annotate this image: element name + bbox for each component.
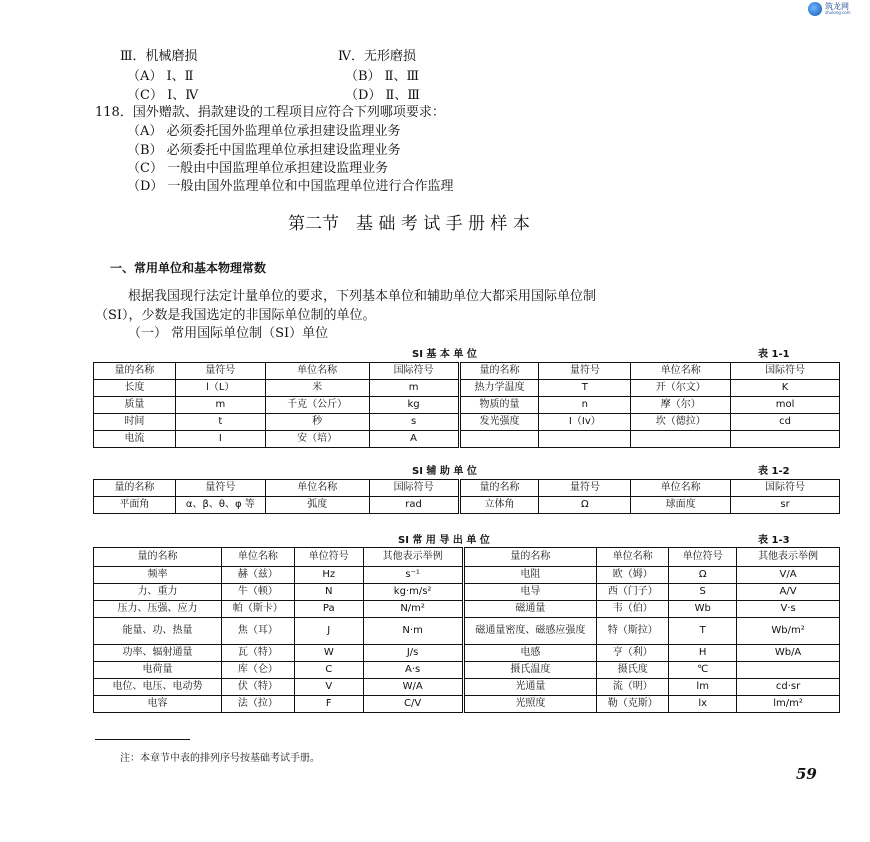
si-units-heading: （一） 常用国际单位制（SI）单位 <box>128 326 329 341</box>
table-cell: J <box>294 618 363 645</box>
table-cell: 电感 <box>463 645 597 662</box>
column-header: 单位名称 <box>631 480 731 497</box>
subsection-heading: 一、常用单位和基本物理常数 <box>110 261 267 275</box>
table-cell: lm/m² <box>737 696 840 713</box>
table-cell: 勒（克斯） <box>597 696 669 713</box>
table-cell: A/V <box>737 584 840 601</box>
section-title: 第二节 基 础 考 试 手 册 样 本 <box>288 214 530 234</box>
table-cell: W <box>294 645 363 662</box>
option-iii: Ⅲ．机械磨损 <box>120 49 198 64</box>
table-cell: Wb/A <box>737 645 840 662</box>
table-cell: 电位、电压、电动势 <box>94 679 222 696</box>
table-cell: 赫（兹） <box>221 567 294 584</box>
logo-name: 筑龙网 <box>825 2 849 11</box>
zhulong-logo <box>808 0 868 20</box>
column-header: 单位符号 <box>669 548 737 567</box>
table-cell: 光照度 <box>463 696 597 713</box>
table-cell: s⁻¹ <box>363 567 463 584</box>
column-header: 量符号 <box>175 363 265 380</box>
table-row <box>94 497 840 514</box>
table-cell: 频率 <box>94 567 222 584</box>
table-cell: 西（门子） <box>597 584 669 601</box>
table-row <box>94 696 840 713</box>
table-cell: 时间 <box>94 414 176 431</box>
table2-header-row <box>94 480 840 497</box>
table-row <box>94 618 840 645</box>
si-supplementary-units-table <box>93 479 840 514</box>
table-cell: H <box>669 645 737 662</box>
table-cell: 力、重力 <box>94 584 222 601</box>
column-header: 其他表示举例 <box>363 548 463 567</box>
table-cell: A·s <box>363 662 463 679</box>
table-cell: cd <box>731 414 840 431</box>
option-b: （B） Ⅱ、Ⅲ <box>345 69 420 84</box>
table-cell: Wb <box>669 601 737 618</box>
table-cell: A <box>369 431 459 448</box>
intro-paragraph-line2: （SI），少数是我国选定的非国际单位制的单位。 <box>95 308 376 323</box>
logo-globe-icon <box>808 2 822 16</box>
q118-option-a: （A） 必须委托国外监理单位承担建设监理业务 <box>127 124 401 139</box>
table-cell: V·s <box>737 601 840 618</box>
table-cell: mol <box>731 397 840 414</box>
table-cell: V <box>294 679 363 696</box>
table-cell: F <box>294 696 363 713</box>
table-cell: 帕（斯卡） <box>221 601 294 618</box>
table3-label: 表 1-3 <box>758 535 790 546</box>
table-row <box>94 645 840 662</box>
table-cell: Hz <box>294 567 363 584</box>
table-cell: 平面角 <box>94 497 176 514</box>
q118-option-b: （B） 必须委托中国监理单位承担建设监理业务 <box>127 143 401 158</box>
table-cell: lx <box>669 696 737 713</box>
table-cell: 摄氏度 <box>597 662 669 679</box>
column-header: 单位名称 <box>265 480 369 497</box>
table-cell: m <box>369 380 459 397</box>
intro-paragraph-line1: 根据我国现行法定计量单位的要求，下列基本单位和辅助单位大都采用国际单位制 <box>128 289 597 304</box>
table-cell: I（Iv） <box>539 414 631 431</box>
table3-title: SI 常 用 导 出 单 位 <box>398 535 490 546</box>
table-row <box>94 679 840 696</box>
table-cell: 磁通量密度、磁感应强度 <box>463 618 597 645</box>
column-header: 量的名称 <box>94 363 176 380</box>
column-header: 其他表示举例 <box>737 548 840 567</box>
table-cell: 摩（尔） <box>631 397 731 414</box>
table-cell: J/s <box>363 645 463 662</box>
page-number: 59 <box>796 765 817 783</box>
table-cell: Ω <box>669 567 737 584</box>
table1-label: 表 1-1 <box>758 349 790 360</box>
table-cell: 物质的量 <box>459 397 539 414</box>
table-cell: 千克（公斤） <box>265 397 369 414</box>
table-cell: kg <box>369 397 459 414</box>
table-cell: T <box>669 618 737 645</box>
table-row <box>94 584 840 601</box>
table-cell: 电容 <box>94 696 222 713</box>
column-header: 量的名称 <box>459 363 539 380</box>
q118-option-c: （C） 一般由中国监理单位承担建设监理业务 <box>127 161 389 176</box>
table-cell: t <box>175 414 265 431</box>
column-header: 国际符号 <box>731 363 840 380</box>
table-cell: N <box>294 584 363 601</box>
table-row <box>94 601 840 618</box>
table-cell: 电阻 <box>463 567 597 584</box>
table-cell <box>731 431 840 448</box>
column-header: 量符号 <box>539 480 631 497</box>
column-header: 量的名称 <box>94 480 176 497</box>
table-row <box>94 380 840 397</box>
table-cell: kg·m/s² <box>363 584 463 601</box>
table-cell: C <box>294 662 363 679</box>
table-cell: 光通量 <box>463 679 597 696</box>
table-cell: 焦（耳） <box>221 618 294 645</box>
option-c: （C） Ⅰ、Ⅳ <box>127 88 199 103</box>
table-cell: 发光强度 <box>459 414 539 431</box>
table-cell: C/V <box>363 696 463 713</box>
table-cell: 电导 <box>463 584 597 601</box>
table-cell: m <box>175 397 265 414</box>
table-cell: 法（拉） <box>221 696 294 713</box>
table-row <box>94 397 840 414</box>
table-cell: 亨（利） <box>597 645 669 662</box>
column-header: 量符号 <box>175 480 265 497</box>
table-cell: 电荷量 <box>94 662 222 679</box>
table1-title: SI 基 本 单 位 <box>412 349 477 360</box>
table-cell: 流（明） <box>597 679 669 696</box>
q118-option-d: （D） 一般由国外监理单位和中国监理单位进行合作监理 <box>127 179 454 194</box>
table-cell: N·m <box>363 618 463 645</box>
column-header: 单位符号 <box>294 548 363 567</box>
table-cell: 米 <box>265 380 369 397</box>
table-cell: 瓦（特） <box>221 645 294 662</box>
table2-label: 表 1-2 <box>758 466 790 477</box>
table-cell: Ω <box>539 497 631 514</box>
table-cell <box>539 431 631 448</box>
column-header: 量的名称 <box>94 548 222 567</box>
table-cell <box>737 662 840 679</box>
table-cell: 电流 <box>94 431 176 448</box>
column-header: 单位名称 <box>631 363 731 380</box>
table-cell: S <box>669 584 737 601</box>
table-row <box>94 567 840 584</box>
table-row <box>94 414 840 431</box>
table-cell: lm <box>669 679 737 696</box>
table-cell: V/A <box>737 567 840 584</box>
footnote: 注：本章节中表的排列序号按基础考试手册。 <box>120 753 320 764</box>
logo-url: zhulong.com <box>825 10 851 15</box>
table1-header-row <box>94 363 840 380</box>
column-header: 量符号 <box>539 363 631 380</box>
table-cell: 摄氏温度 <box>463 662 597 679</box>
table-cell: 开（尔文） <box>631 380 731 397</box>
table-cell: N/m² <box>363 601 463 618</box>
table-cell: ℃ <box>669 662 737 679</box>
table-cell: 立体角 <box>459 497 539 514</box>
table-cell: 特（斯拉） <box>597 618 669 645</box>
table-cell: 库（仑） <box>221 662 294 679</box>
table-cell: 球面度 <box>631 497 731 514</box>
si-derived-units-table <box>93 547 840 713</box>
table2-title: SI 辅 助 单 位 <box>412 466 477 477</box>
table-cell: 韦（伯） <box>597 601 669 618</box>
table-cell: 热力学温度 <box>459 380 539 397</box>
column-header: 量的名称 <box>463 548 597 567</box>
table-cell: 长度 <box>94 380 176 397</box>
table-cell <box>631 431 731 448</box>
table-cell: I <box>175 431 265 448</box>
table-cell: s <box>369 414 459 431</box>
table-row <box>94 431 840 448</box>
table-cell: 欧（姆） <box>597 567 669 584</box>
table-cell: 质量 <box>94 397 176 414</box>
table-cell: K <box>731 380 840 397</box>
column-header: 国际符号 <box>369 363 459 380</box>
table-cell: l（L） <box>175 380 265 397</box>
table-cell: 伏（特） <box>221 679 294 696</box>
table-cell: Wb/m² <box>737 618 840 645</box>
q118-stem: 118．国外赠款、捐款建设的工程项目应符合下列哪项要求： <box>95 105 445 120</box>
si-base-units-table <box>93 362 840 448</box>
option-d: （D） Ⅱ、Ⅲ <box>345 88 420 103</box>
table-cell <box>459 431 539 448</box>
table-cell: T <box>539 380 631 397</box>
table-row <box>94 662 840 679</box>
table-cell: rad <box>369 497 459 514</box>
column-header: 单位名称 <box>265 363 369 380</box>
table3-header-row <box>94 548 840 567</box>
table-cell: cd·sr <box>737 679 840 696</box>
table-cell: n <box>539 397 631 414</box>
table-cell: 能量、功、热量 <box>94 618 222 645</box>
column-header: 单位名称 <box>221 548 294 567</box>
column-header: 量的名称 <box>459 480 539 497</box>
option-a: （A） Ⅰ、Ⅱ <box>127 69 194 84</box>
column-header: 国际符号 <box>731 480 840 497</box>
footnote-rule <box>95 739 190 740</box>
table-cell: α、β、θ、φ 等 <box>175 497 265 514</box>
table-cell: 磁通量 <box>463 601 597 618</box>
table-cell: sr <box>731 497 840 514</box>
table-cell: 弧度 <box>265 497 369 514</box>
table-cell: 秒 <box>265 414 369 431</box>
column-header: 国际符号 <box>369 480 459 497</box>
table-cell: 坎（德拉） <box>631 414 731 431</box>
table-cell: Pa <box>294 601 363 618</box>
table-cell: 压力、压强、应力 <box>94 601 222 618</box>
table-cell: W/A <box>363 679 463 696</box>
column-header: 单位名称 <box>597 548 669 567</box>
table-cell: 牛（顿） <box>221 584 294 601</box>
option-iv: Ⅳ．无形磨损 <box>338 49 416 64</box>
table-cell: 安（培） <box>265 431 369 448</box>
table-cell: 功率、辐射通量 <box>94 645 222 662</box>
